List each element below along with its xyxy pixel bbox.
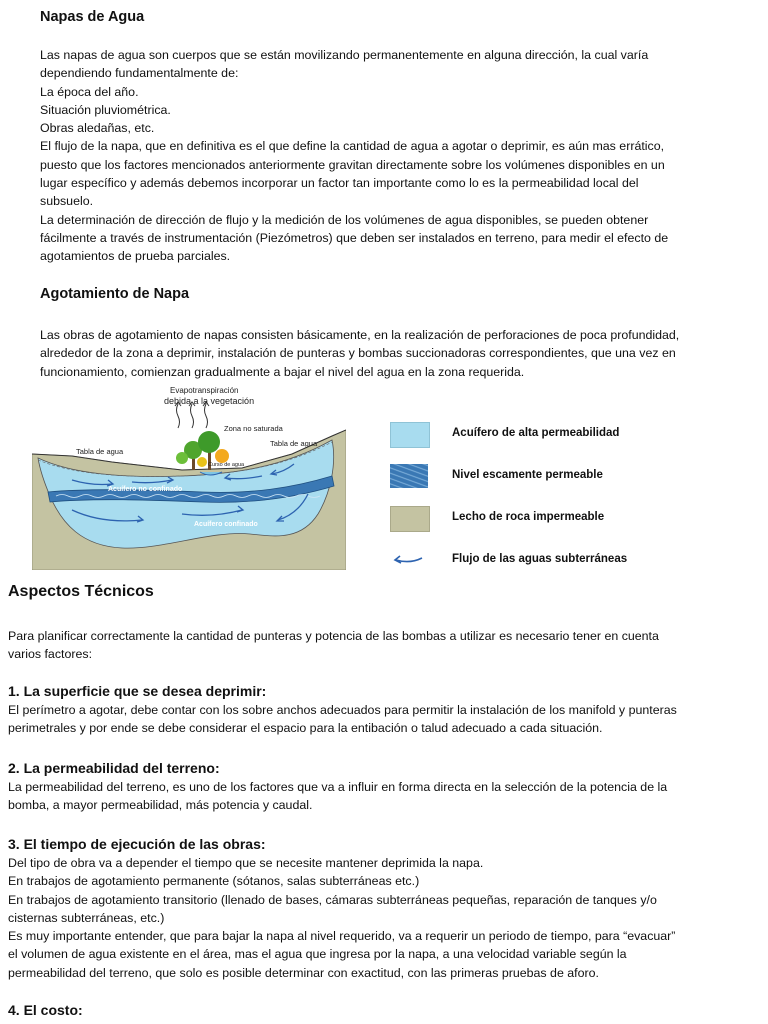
label-acuifero-confinado: Acuífero confinado: [194, 521, 258, 528]
text-line: La época del año.: [40, 84, 139, 99]
item-body-superficie: [8, 701, 760, 738]
text-line: El perímetro a agotar, debe contar con los sobre anchos adecuados para permitir la instalación de los manifold y punteras: [8, 703, 677, 717]
aquifer-diagram-svg: [32, 384, 346, 570]
legend-item: [388, 422, 688, 448]
text-line: fácilmente a través de instrumentación (Piezómetros) que deben ser instalados en terreno, para medir el efecto de: [40, 230, 669, 245]
text-line: En trabajos de agotamiento transitorio (llenado de bases, cámaras subterráneas pequeñas, reparación de tanques y/o: [8, 892, 657, 907]
legend-swatch-bedrock: [390, 506, 430, 532]
legend-swatch-confining: [390, 464, 428, 488]
legend-swatch-aquifer: [390, 422, 430, 448]
diagram-legend: [388, 414, 688, 574]
item-title-superficie: 1. La superficie que se desea deprimir:: [8, 683, 267, 699]
text-line: cisternas subterráneas, etc.): [8, 910, 165, 925]
label-curso-de-agua: Curso de agua: [208, 462, 245, 468]
section-title-agotamiento-de-napa: Agotamiento de Napa: [40, 286, 190, 302]
label-debida-a-la-vegetacion: debida a la vegetación: [164, 396, 255, 406]
text-line: Las obras de agotamiento de napas consisten básicamente, en la realización de perforaciones de poca profundidad,: [40, 328, 680, 342]
text-line: El flujo de la napa, que en definitiva es el que define la cantidad de agua a agotar o deprimir, es aún mas errático,: [40, 139, 665, 154]
label-acuifero-no-confinado: Acuífero no confinado: [108, 486, 183, 493]
label-evapotranspiracion: Evapotranspiración: [170, 386, 239, 395]
text-line: dependiendo fundamentalmente de:: [40, 66, 239, 81]
text-line: puesto que los factores mencionados anteriormente gravitan directamente sobre los volúmenes disponibles en un: [40, 157, 665, 172]
aquifer-diagram: [32, 384, 346, 570]
text-line: alrededor de la zona a deprimir, instalación de punteras y bombas succionadoras correspondientes, que una vez en: [40, 346, 676, 361]
section-title-aspectos-tecnicos: Aspectos Técnicos: [8, 583, 154, 600]
legend-label: Acuífero de alta permeabilidad: [452, 427, 620, 439]
text-line: agotamientos de prueba parciales.: [40, 249, 231, 264]
item-body-tiempo: [8, 854, 760, 982]
text-line: Obras aledañas, etc.: [40, 121, 155, 136]
text-line: permeabilidad del terreno, que solo es posible determinar con exactitud, con las primeras pruebas de aforo.: [8, 965, 599, 980]
item-body-permeabilidad: [8, 778, 760, 815]
text-line: En trabajos de agotamiento permanente (sótanos, salas subterráneas etc.): [8, 874, 420, 889]
text-line: funcionamiento, comienzan gradualmente a bajar el nivel del agua en la zona requerida.: [40, 364, 525, 379]
text-line: varios factores:: [8, 647, 93, 662]
item-title-tiempo: 3. El tiempo de ejecución de las obras:: [8, 836, 266, 852]
legend-item: [388, 464, 688, 490]
legend-label: Nivel escamente permeable: [452, 469, 603, 481]
text-line: La determinación de dirección de flujo y la medición de los volúmenes de agua disponibles, se pueden obtener: [40, 212, 649, 227]
section-body-napas-de-agua: [40, 46, 756, 266]
section-body-agotamiento-de-napa: [40, 326, 756, 381]
text-line: Del tipo de obra va a depender el tiempo que se necesite mantener deprimida la napa.: [8, 856, 484, 870]
text-line: Situación pluviométrica.: [40, 102, 171, 117]
legend-item: [388, 548, 688, 574]
text-line: lugar específico y además debemos incorporar un factor tan importante como lo es la permeabilidad local del: [40, 176, 639, 191]
label-tabla-de-agua-right: Tabla de agua: [270, 439, 318, 448]
text-line: Las napas de agua son cuerpos que se están movilizando permanentemente en alguna dirección, la cual varía: [40, 48, 649, 62]
text-line: Para planificar correctamente la cantidad de punteras y potencia de las bombas a utilizar es necesario tener en cuenta: [8, 629, 659, 643]
text-line: bomba, a mayor permeabilidad, más potencia y caudal.: [8, 798, 313, 813]
text-line: La permeabilidad del terreno, es uno de los factores que va a influir en forma directa en la selección de la potencia de la: [8, 780, 668, 794]
label-tabla-de-agua-left: Tabla de agua: [76, 447, 124, 456]
item-title-costo: 4. El costo:: [8, 1002, 83, 1018]
label-zona-no-saturada: Zona no saturada: [224, 424, 283, 433]
text-line: subsuelo.: [40, 194, 94, 209]
text-line: perimetrales y por ende se debe considerar el espacio para la entibación o talud adecuado a cada situación.: [8, 721, 603, 736]
section-title-napas-de-agua: Napas de Agua: [40, 9, 145, 25]
legend-item: [388, 506, 688, 532]
legend-label: Flujo de las aguas subterráneas: [452, 553, 628, 565]
text-line: Es muy importante entender, que para bajar la napa al nivel requerido, va a requerir un periodo de tiempo, para “evacuar”: [8, 929, 676, 944]
text-line: el volumen de agua existente en el área, mas el agua que ingresa por la napa, a una velocidad variable según la: [8, 947, 627, 962]
legend-label: Lecho de roca impermeable: [452, 511, 605, 523]
item-title-permeabilidad: 2. La permeabilidad del terreno:: [8, 760, 220, 776]
section-intro-aspectos-tecnicos: [8, 627, 760, 664]
flow-arrow-icon: [390, 548, 428, 572]
